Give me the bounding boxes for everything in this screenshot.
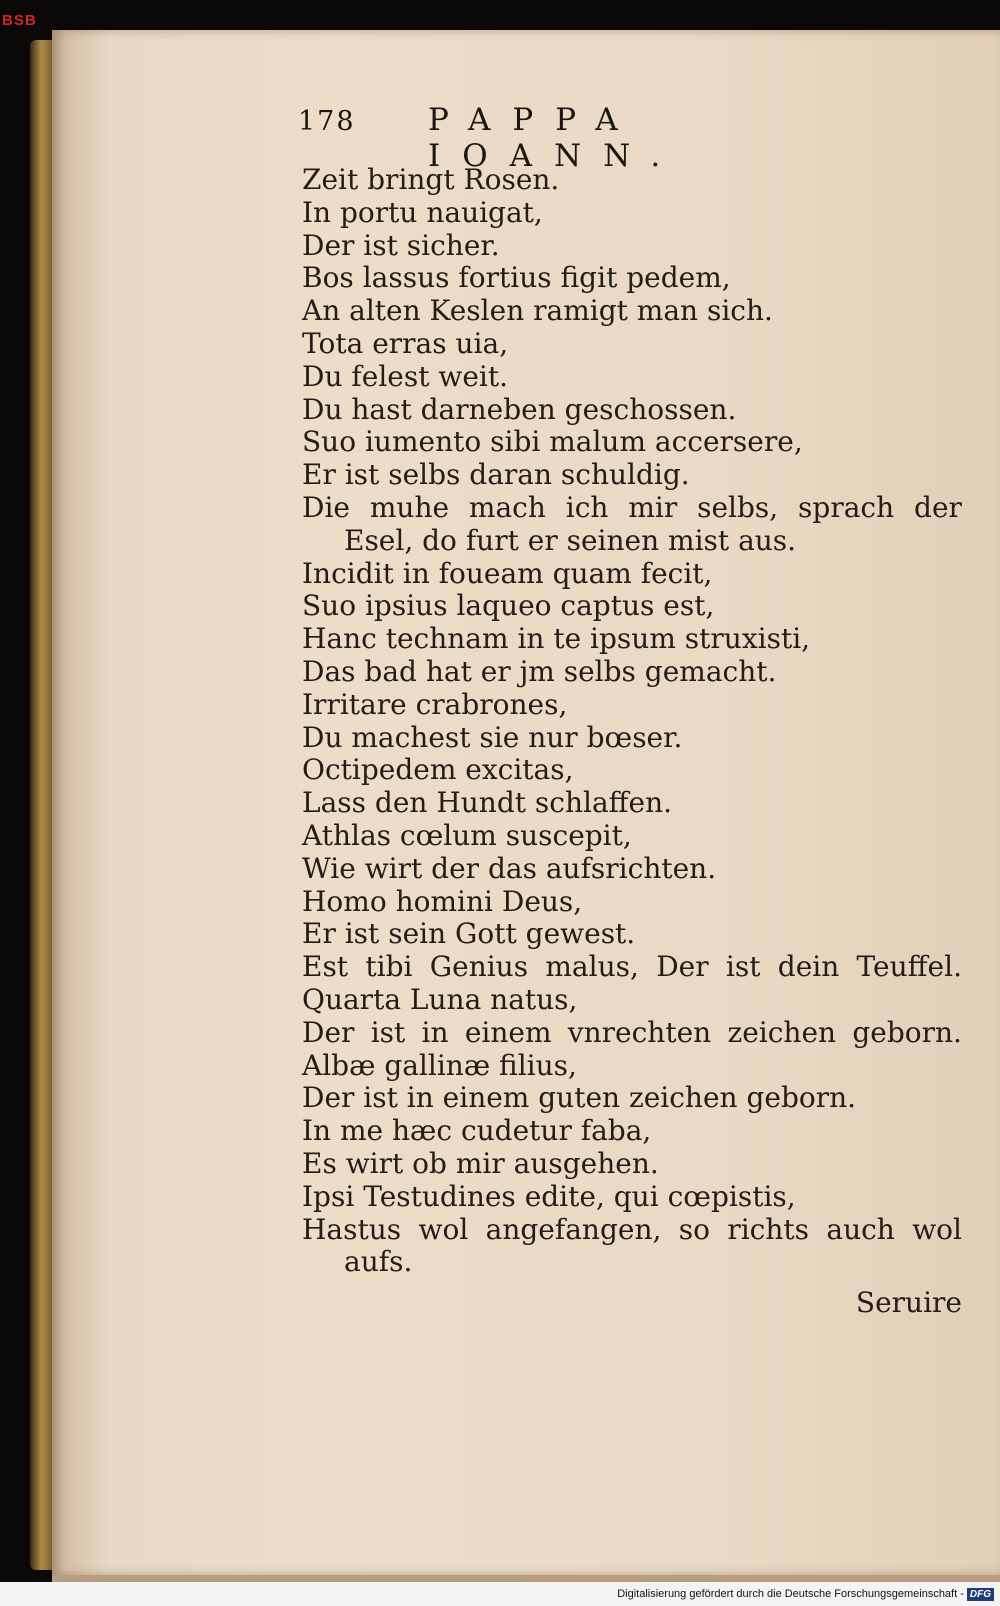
text-line: Lass den Hundt schlaffen. xyxy=(302,786,673,820)
text-line: Hastus wol angefangen, so richts auch wol xyxy=(302,1212,962,1246)
text-line: Quarta Luna natus, xyxy=(302,982,578,1016)
footer-credit: Digitalisierung gefördert durch die Deutsche Forschungsgemeinschaft - xyxy=(617,1588,964,1600)
text-block xyxy=(302,164,962,1279)
text-line: Der ist in einem vnrechten zeichen geborn. xyxy=(302,1015,962,1049)
text-line: Est tibi Genius malus, Der ist dein Teuffel. xyxy=(302,950,962,984)
text-line: Er ist sein Gott gewest. xyxy=(302,917,636,951)
text-line: Tota erras uia, xyxy=(302,326,509,360)
text-line: Du machest sie nur bœser. xyxy=(302,720,683,754)
text-line: Irritare crabrones, xyxy=(302,687,568,721)
text-line: Das bad hat er jm selbs gemacht. xyxy=(302,654,777,688)
text-line: Die muhe mach ich mir selbs, sprach der xyxy=(302,490,962,524)
book-page xyxy=(52,30,1000,1583)
text-line: Esel, do furt er seinen mist aus. xyxy=(344,523,797,557)
text-line: Es wirt ob mir ausgehen. xyxy=(302,1146,659,1180)
text-line: In portu nauigat, xyxy=(302,195,543,229)
text-line: Wie wirt der das aufsrichten. xyxy=(302,851,717,885)
text-line: Er ist selbs daran schuldig. xyxy=(302,458,690,492)
text-line: Suo iumento sibi malum accersere, xyxy=(302,425,803,459)
text-line: Zeit bringt Rosen. xyxy=(302,163,560,196)
text-line: Athlas cœlum suscepit, xyxy=(302,818,632,852)
bsb-watermark: BSB xyxy=(2,12,37,29)
running-title: PAPPA IOANN. xyxy=(428,102,683,174)
text-line: Der ist in einem guten zeichen geborn. xyxy=(302,1081,857,1115)
text-line: Hanc technam in te ipsum struxisti, xyxy=(302,622,811,656)
text-line: Incidit in foueam quam fecit, xyxy=(302,556,713,590)
text-line: Suo ipsius laqueo captus est, xyxy=(302,589,715,623)
text-line: Octipedem excitas, xyxy=(302,753,574,787)
page-number: 178 xyxy=(298,106,356,137)
text-line: Du felest weit. xyxy=(302,359,509,393)
text-line: aufs. xyxy=(344,1245,413,1279)
digitization-footer xyxy=(0,1582,1000,1606)
dfg-logo: DFG xyxy=(967,1588,994,1601)
text-line: Der ist sicher. xyxy=(302,228,500,262)
text-line: Homo homini Deus, xyxy=(302,884,583,918)
text-line: Bos lassus fortius figit pedem, xyxy=(302,261,731,295)
text-line: In me hæc cudetur faba, xyxy=(302,1114,652,1148)
catchword: Seruire xyxy=(855,1286,962,1319)
text-line: An alten Keslen ramigt man sich. xyxy=(302,294,773,328)
text-line: Albæ gallinæ filius, xyxy=(302,1048,577,1082)
text-line: Du hast darneben geschossen. xyxy=(302,392,737,426)
text-line: Ipsi Testudines edite, qui cœpistis, xyxy=(302,1179,796,1213)
